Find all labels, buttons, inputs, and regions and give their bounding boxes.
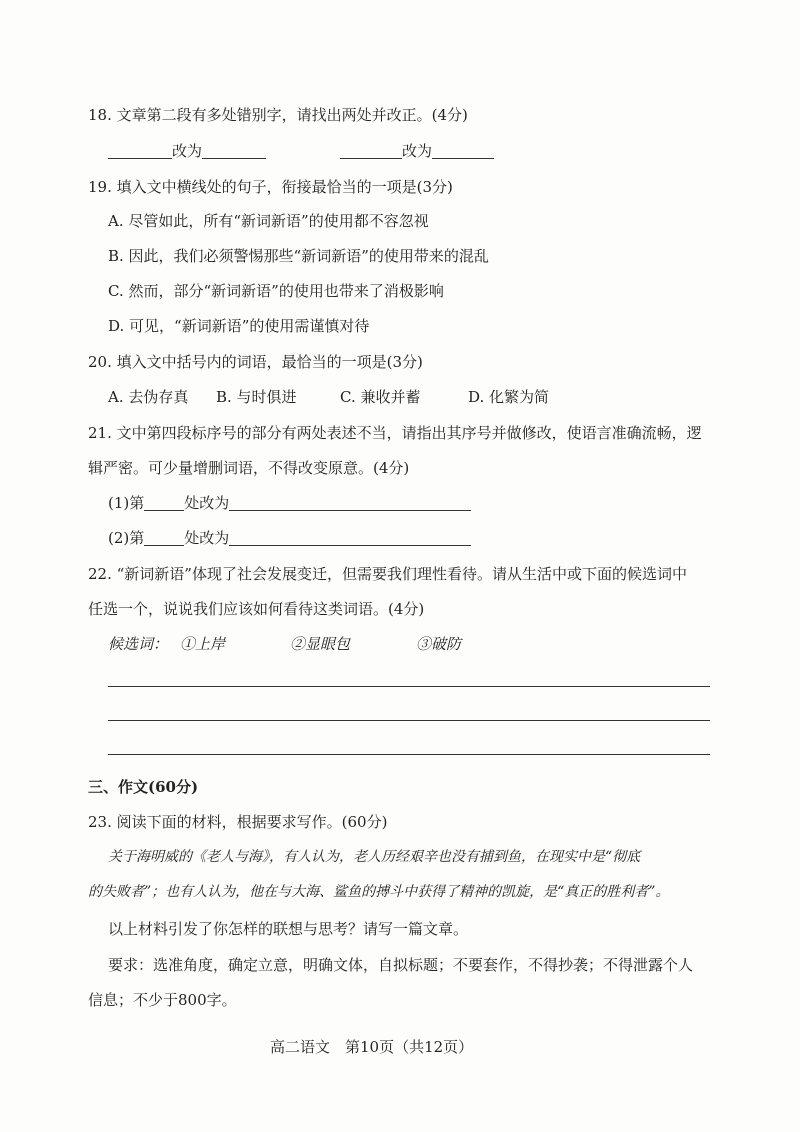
q23-requirements-line2: 信息；不少于800字。 bbox=[88, 991, 237, 1009]
q20-option-d: D. 化繁为简 bbox=[468, 388, 550, 406]
q21-stem-line1: 21. 文中第四段标序号的部分有两处表述不当，请指出其序号并做修改，使语言准确流畅，逻 bbox=[88, 424, 702, 442]
q18-stem: 18. 文章第二段有多处错别字，请找出两处并改正。(4分) bbox=[88, 106, 468, 124]
q21-item-1-blank-fix[interactable] bbox=[229, 496, 471, 511]
q22-answer-line-1[interactable] bbox=[108, 686, 710, 687]
q19-option-d: D. 可见，“新词新语”的使用需谨慎对待 bbox=[108, 317, 370, 335]
q18-blank-2a[interactable] bbox=[340, 144, 402, 159]
q21-item-1-mid: 处改为 bbox=[184, 494, 230, 512]
q22-candidate-2: ②显眼包 bbox=[290, 635, 351, 653]
q20-option-c: C. 兼收并蓄 bbox=[340, 388, 421, 406]
q23-material-line1: 关于海明威的《老人与海》，有人认为，老人历经艰辛也没有捕到鱼，在现实中是“彻底 bbox=[108, 849, 641, 865]
q22-candidate-1: ①上岸 bbox=[180, 635, 226, 653]
q21-item-2-mid: 处改为 bbox=[184, 529, 230, 547]
q18-answer-row-1 bbox=[108, 144, 266, 159]
q21-item-1 bbox=[108, 496, 471, 511]
q18-blank-2b[interactable] bbox=[432, 144, 494, 159]
q22-candidate-3: ③破防 bbox=[416, 635, 462, 653]
q21-item-2-blank-index[interactable] bbox=[144, 531, 184, 546]
q22-answer-line-3[interactable] bbox=[108, 754, 710, 755]
q22-stem-line1: 22. “新词新语”体现了社会发展变迁，但需要我们理性看待。请从生活中或下面的候选词中 bbox=[88, 565, 687, 583]
q23-material-line2: 的失败者”；也有人认为，他在与大海、鲨鱼的搏斗中获得了精神的凯旋，是“真正的胜利者”。 bbox=[88, 884, 670, 900]
q23-prompt: 以上材料引发了你怎样的联想与思考？请写一篇文章。 bbox=[108, 920, 469, 938]
q19-option-c: C. 然而，部分“新词新语”的使用也带来了消极影响 bbox=[108, 282, 444, 300]
q21-item-2-prefix: (2)第 bbox=[108, 529, 145, 547]
q21-item-1-prefix: (1)第 bbox=[108, 494, 145, 512]
q19-stem: 19. 填入文中横线处的句子，衔接最恰当的一项是(3分) bbox=[88, 178, 453, 196]
q20-stem: 20. 填入文中括号内的词语，最恰当的一项是(3分) bbox=[88, 353, 423, 371]
q23-requirements-line1: 要求：选准角度，确定立意，明确文体，自拟标题；不要套作，不得抄袭；不得泄露个人 bbox=[108, 956, 694, 974]
q22-stem-line2: 任选一个，说说我们应该如何看待这类词语。(4分) bbox=[88, 600, 425, 618]
q19-option-a: A. 尽管如此，所有“新词新语”的使用都不容忽视 bbox=[108, 212, 429, 230]
q21-stem-line2: 辑严密。可少量增删词语，不得改变原意。(4分) bbox=[88, 459, 410, 477]
section3-title: 三、作文(60分) bbox=[88, 778, 199, 796]
q18-blank-1b[interactable] bbox=[202, 144, 266, 159]
q18-change-label-1: 改为 bbox=[172, 142, 203, 160]
q23-stem: 23. 阅读下面的材料，根据要求写作。(60分) bbox=[88, 813, 388, 831]
q18-answer-row-2 bbox=[340, 144, 494, 159]
q18-change-label-2: 改为 bbox=[402, 142, 433, 160]
page-footer: 高二语文 第10页（共12页） bbox=[270, 1038, 474, 1056]
q19-option-b: B. 因此，我们必须警惕那些“新词新语”的使用带来的混乱 bbox=[108, 247, 489, 265]
q21-item-2-blank-fix[interactable] bbox=[229, 531, 471, 546]
q20-option-a: A. 去伪存真 bbox=[108, 388, 189, 406]
q18-blank-1a[interactable] bbox=[108, 144, 172, 159]
q20-option-b: B. 与时俱进 bbox=[216, 388, 297, 406]
q21-item-2 bbox=[108, 531, 471, 546]
q21-item-1-blank-index[interactable] bbox=[144, 496, 184, 511]
q22-candidates-label: 候选词： bbox=[108, 635, 169, 653]
q22-answer-line-2[interactable] bbox=[108, 720, 710, 721]
